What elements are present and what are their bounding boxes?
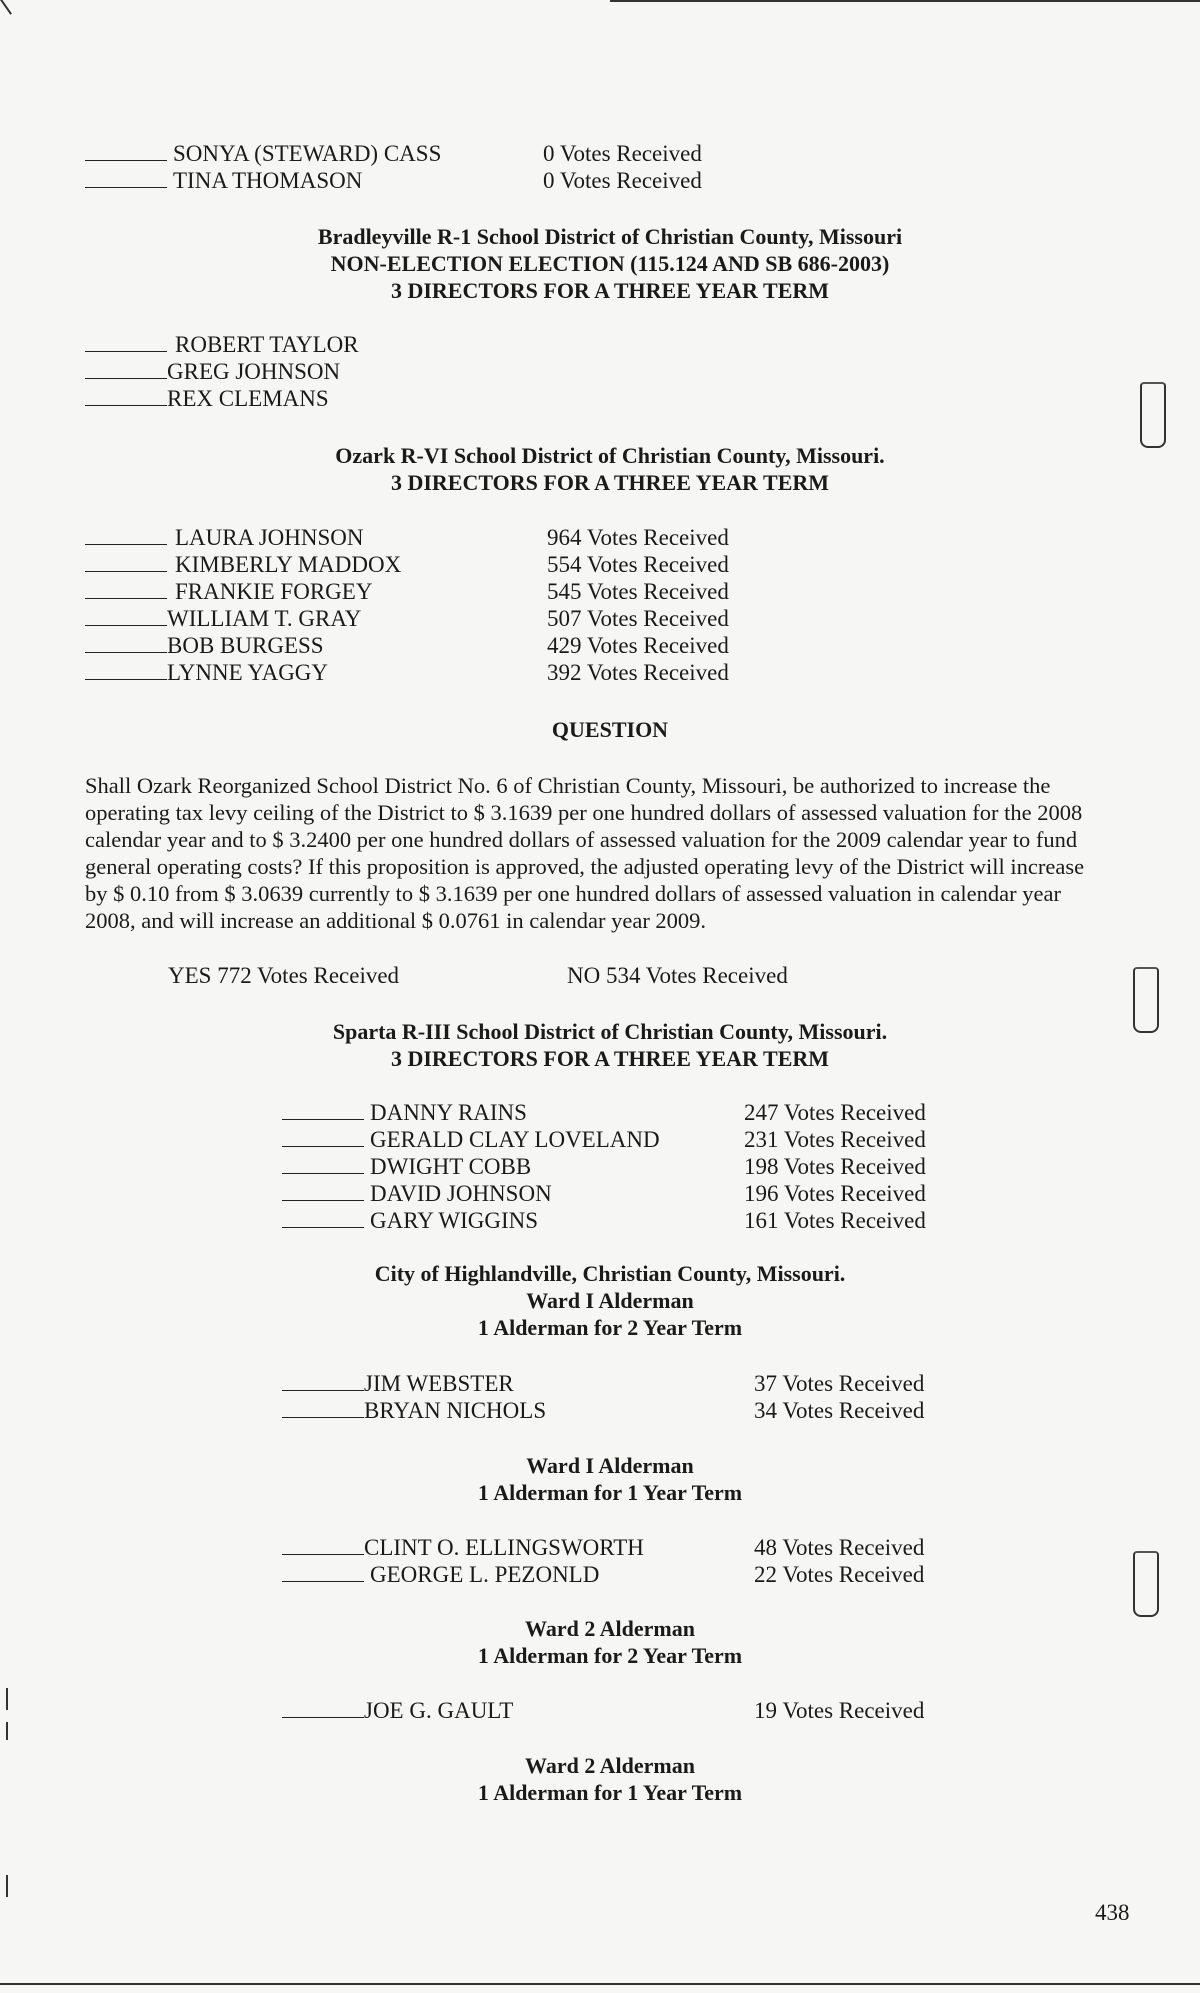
margin-mark xyxy=(6,1688,8,1710)
question-text: Shall Ozark Reorganized School District No. 6 of Christian County, Missouri, be authorized to increase the operating tax levy ceiling of the District to $ 3.1639 per one hundred dollars of assessed valuation for the 2008 calendar year and to $ 3.2400 per one hundred dollars of assessed valuation for the 2009 calendar year to fund general operating costs? If this proposition is approved, the adjusted operating levy of the District will increase by $ 0.10 from $ 3.0639 currently to $ 3.1639 per one hundred dollars of assessed valuation in calendar year 2008, and will increase an additional $ 0.0761 in calendar year 2009. xyxy=(85,773,1085,933)
vote-blank xyxy=(85,142,167,161)
section-heading: Bradleyville R-1 School District of Christian County, Missouri xyxy=(317,224,903,249)
candidate-votes: 161 Votes Received xyxy=(744,1208,926,1233)
candidate-votes: 0 Votes Received xyxy=(543,141,702,166)
candidate-votes: 37 Votes Received xyxy=(754,1371,925,1396)
vote-blank xyxy=(85,387,167,406)
candidate-votes: 34 Votes Received xyxy=(754,1398,925,1423)
candidate-votes: 19 Votes Received xyxy=(754,1698,925,1723)
candidate-votes: 507 Votes Received xyxy=(547,606,729,631)
section-subheading: NON-ELECTION ELECTION (115.124 AND SB 686-2003) xyxy=(330,251,890,276)
margin-mark xyxy=(6,1875,8,1897)
vote-blank xyxy=(85,661,167,680)
candidate-row xyxy=(85,632,729,659)
vote-blank xyxy=(282,1182,364,1201)
candidate-row xyxy=(282,1207,926,1234)
section-heading: Sparta R-III School District of Christian County, Missouri. xyxy=(332,1019,888,1044)
candidate-row xyxy=(282,1180,926,1207)
candidate-row xyxy=(85,140,702,167)
candidate-name: KIMBERLY MADDOX xyxy=(175,552,402,577)
vote-blank xyxy=(282,1101,364,1120)
candidate-name: GERALD CLAY LOVELAND xyxy=(370,1127,660,1152)
ward-title: Ward 2 Alderman xyxy=(525,1616,695,1641)
candidate-votes: 0 Votes Received xyxy=(543,168,702,193)
binder-tab-bottom xyxy=(1133,1551,1159,1617)
candidate-row xyxy=(282,1561,924,1588)
ward-term: 1 Alderman for 2 Year Term xyxy=(477,1643,743,1668)
candidate-votes: 247 Votes Received xyxy=(744,1100,926,1125)
ward-title: Ward 2 Alderman xyxy=(525,1753,695,1778)
vote-blank xyxy=(85,169,167,188)
candidate-name: BRYAN NICHOLS xyxy=(364,1398,547,1423)
candidate-name: DAVID JOHNSON xyxy=(370,1181,552,1206)
candidate-name: BOB BURGESS xyxy=(167,633,324,658)
candidate-row xyxy=(85,358,340,385)
candidate-votes: 231 Votes Received xyxy=(744,1127,926,1152)
candidate-name: ROBERT TAYLOR xyxy=(175,332,359,357)
section-heading: Ozark R-VI School District of Christian County, Missouri. xyxy=(335,443,885,468)
candidate-name: CLINT O. ELLINGSWORTH xyxy=(364,1535,644,1560)
vote-blank xyxy=(282,1399,364,1418)
section-subheading: 3 DIRECTORS FOR A THREE YEAR TERM xyxy=(390,1046,830,1071)
section-subheading: 3 DIRECTORS FOR A THREE YEAR TERM xyxy=(390,470,830,495)
candidate-name: JIM WEBSTER xyxy=(364,1371,514,1396)
candidate-name: SONYA (STEWARD) CASS xyxy=(173,141,442,166)
candidate-row xyxy=(85,551,729,578)
candidate-name: GREG JOHNSON xyxy=(167,359,341,384)
scan-corner-mark xyxy=(0,0,12,15)
candidate-name: JOE G. GAULT xyxy=(364,1698,514,1723)
section-subheading: 3 DIRECTORS FOR A THREE YEAR TERM xyxy=(390,278,830,303)
margin-mark xyxy=(6,1722,8,1740)
candidate-row xyxy=(85,578,729,605)
candidate-votes: 22 Votes Received xyxy=(754,1562,925,1587)
candidate-row xyxy=(85,605,729,632)
candidate-name: WILLIAM T. GRAY xyxy=(167,606,362,631)
candidate-row xyxy=(282,1697,924,1724)
candidate-name: FRANKIE FORGEY xyxy=(175,579,373,604)
ward-title: Ward I Alderman xyxy=(526,1288,694,1313)
candidate-votes: 48 Votes Received xyxy=(754,1535,925,1560)
yes-votes: YES 772 Votes Received xyxy=(168,963,400,988)
vote-blank xyxy=(282,1209,364,1228)
candidate-name: GEORGE L. PEZONLD xyxy=(370,1562,600,1587)
vote-blank xyxy=(85,634,167,653)
candidate-votes: 554 Votes Received xyxy=(547,552,729,577)
vote-blank xyxy=(282,1536,364,1555)
candidate-votes: 545 Votes Received xyxy=(547,579,729,604)
vote-blank xyxy=(282,1155,364,1174)
candidate-name: LAURA JOHNSON xyxy=(175,525,364,550)
candidate-name: DANNY RAINS xyxy=(370,1100,527,1125)
scan-top-edge xyxy=(610,0,1200,2)
vote-blank xyxy=(85,360,167,379)
candidate-row xyxy=(85,167,702,194)
candidate-name: TINA THOMASON xyxy=(173,168,363,193)
candidate-votes: 198 Votes Received xyxy=(744,1154,926,1179)
candidate-row xyxy=(282,1397,924,1424)
candidate-row xyxy=(282,1099,926,1126)
candidate-votes: 196 Votes Received xyxy=(744,1181,926,1206)
ward-term: 1 Alderman for 1 Year Term xyxy=(477,1480,743,1505)
candidate-name: LYNNE YAGGY xyxy=(167,660,329,685)
candidate-name: DWIGHT COBB xyxy=(370,1154,532,1179)
vote-blank xyxy=(85,607,167,626)
vote-blank xyxy=(85,553,167,572)
section-heading: City of Highlandville, Christian County, Missouri. xyxy=(374,1261,846,1286)
ward-term: 1 Alderman for 1 Year Term xyxy=(477,1780,743,1805)
candidate-votes: 392 Votes Received xyxy=(547,660,729,685)
candidate-votes: 429 Votes Received xyxy=(547,633,729,658)
vote-blank xyxy=(282,1372,364,1391)
candidate-row xyxy=(282,1126,926,1153)
candidate-votes: 964 Votes Received xyxy=(547,525,729,550)
page-number: 438 xyxy=(1095,1900,1130,1925)
candidate-row xyxy=(282,1153,926,1180)
binder-tab-top xyxy=(1140,382,1166,448)
ward-term: 1 Alderman for 2 Year Term xyxy=(477,1315,743,1340)
vote-blank xyxy=(85,526,167,545)
vote-blank xyxy=(282,1128,364,1147)
scan-bottom-edge xyxy=(0,1983,1200,1985)
vote-blank xyxy=(282,1699,364,1718)
question-heading: QUESTION xyxy=(551,717,669,742)
candidate-row xyxy=(85,659,729,686)
vote-blank xyxy=(85,580,167,599)
vote-blank xyxy=(85,333,167,352)
candidate-name: GARY WIGGINS xyxy=(370,1208,539,1233)
candidate-row xyxy=(85,331,359,358)
no-votes: NO 534 Votes Received xyxy=(567,963,788,988)
ward-title: Ward I Alderman xyxy=(526,1453,694,1478)
candidate-row xyxy=(282,1534,924,1561)
candidate-name: REX CLEMANS xyxy=(167,386,329,411)
candidate-row xyxy=(85,385,329,412)
candidate-row xyxy=(85,524,729,551)
candidate-row xyxy=(282,1370,924,1397)
vote-blank xyxy=(282,1563,364,1582)
